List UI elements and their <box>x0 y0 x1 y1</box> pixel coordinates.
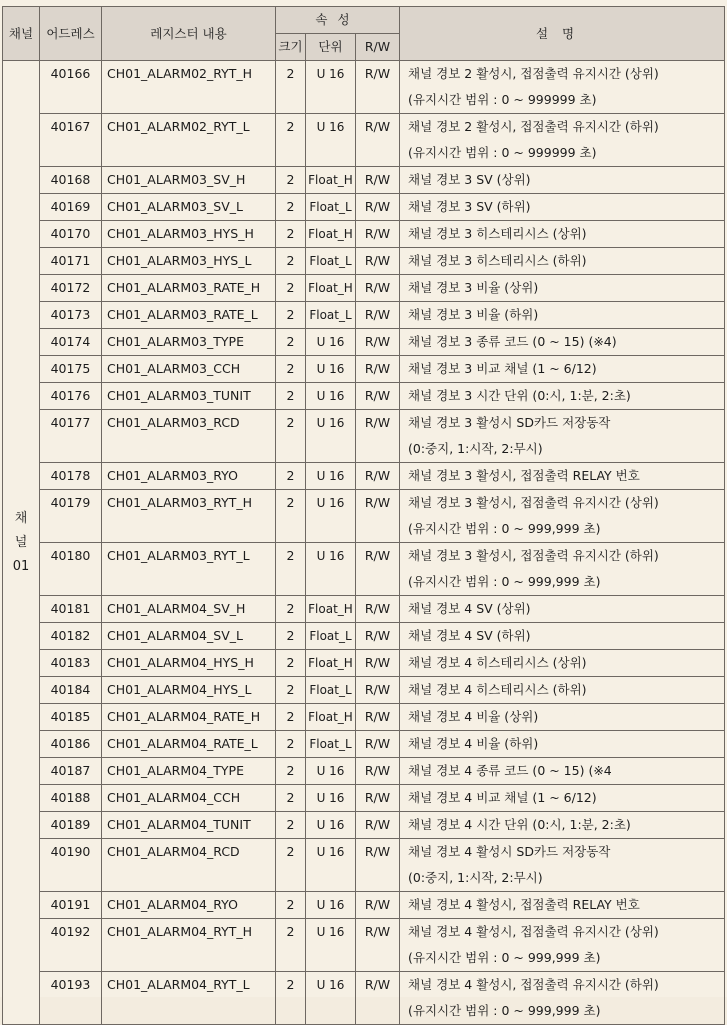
rw-cell: R/W <box>356 329 400 356</box>
size-cell: 2 <box>276 812 306 839</box>
size-cell: 2 <box>276 704 306 731</box>
address-cell: 40177 <box>40 410 102 463</box>
register-name-cell: CH01_ALARM03_TYPE <box>102 329 276 356</box>
description-line: 채널 경보 3 활성시, 접점출력 유지시간 (상위) <box>408 495 659 510</box>
rw-cell: R/W <box>356 194 400 221</box>
description-line: 채널 경보 4 활성시, 접점출력 유지시간 (상위) <box>408 924 659 939</box>
rw-cell: R/W <box>356 758 400 785</box>
rw-cell: R/W <box>356 839 400 892</box>
size-cell: 2 <box>276 731 306 758</box>
description-line: 채널 경보 3 활성시, 접점출력 RELAY 번호 <box>408 468 640 483</box>
table-row <box>3 623 725 650</box>
description-line: 채널 경보 4 비율 (상위) <box>408 709 539 724</box>
description-line: 채널 경보 4 히스테리시스 (상위) <box>408 655 587 670</box>
table-row <box>3 919 725 972</box>
address-cell: 40172 <box>40 275 102 302</box>
unit-cell: U 16 <box>306 839 356 892</box>
description-line: 채널 경보 2 활성시, 접점출력 유지시간 (상위) <box>408 66 659 81</box>
description-line: 채널 경보 4 히스테리시스 (하위) <box>408 682 587 697</box>
description-cell <box>400 596 725 623</box>
header-size: 크기 <box>276 34 306 61</box>
rw-cell: R/W <box>356 410 400 463</box>
unit-cell: U 16 <box>306 758 356 785</box>
unit-cell: U 16 <box>306 785 356 812</box>
table-row <box>3 167 725 194</box>
rw-cell: R/W <box>356 650 400 677</box>
register-name-cell: CH01_ALARM03_TUNIT <box>102 383 276 410</box>
register-name-cell: CH01_ALARM03_RYT_L <box>102 543 276 596</box>
unit-cell: Float_L <box>306 194 356 221</box>
size-cell: 2 <box>276 650 306 677</box>
register-name-cell: CH01_ALARM03_RATE_L <box>102 302 276 329</box>
rw-cell: R/W <box>356 543 400 596</box>
header-description-label: 설명 <box>535 25 589 41</box>
table-body <box>3 61 725 1025</box>
size-cell: 2 <box>276 623 306 650</box>
description-cell <box>400 785 725 812</box>
table-header <box>3 7 725 61</box>
unit-cell: Float_L <box>306 623 356 650</box>
address-cell: 40188 <box>40 785 102 812</box>
address-cell: 40168 <box>40 167 102 194</box>
size-cell: 2 <box>276 972 306 1025</box>
table-row <box>3 785 725 812</box>
address-cell: 40182 <box>40 623 102 650</box>
table-row <box>3 410 725 463</box>
register-name-cell: CH01_ALARM04_TUNIT <box>102 812 276 839</box>
description-cell <box>400 356 725 383</box>
size-cell: 2 <box>276 383 306 410</box>
header-unit: 단위 <box>306 34 356 61</box>
description-line: 채널 경보 3 비율 (하위) <box>408 307 539 322</box>
description-line: (유지시간 범위 : 0 ~ 999999 초) <box>408 145 597 160</box>
size-cell: 2 <box>276 596 306 623</box>
rw-cell: R/W <box>356 972 400 1025</box>
size-cell: 2 <box>276 248 306 275</box>
description-cell <box>400 463 725 490</box>
description-cell <box>400 329 725 356</box>
description-cell <box>400 704 725 731</box>
description-line: 채널 경보 3 히스테리시스 (하위) <box>408 253 587 268</box>
unit-cell: U 16 <box>306 383 356 410</box>
size-cell: 2 <box>276 919 306 972</box>
register-name-cell: CH01_ALARM03_RYT_H <box>102 490 276 543</box>
description-cell <box>400 167 725 194</box>
address-cell: 40180 <box>40 543 102 596</box>
register-name-cell: CH01_ALARM04_SV_H <box>102 596 276 623</box>
table-row <box>3 383 725 410</box>
table-row <box>3 892 725 919</box>
description-line: 채널 경보 3 활성시, 접점출력 유지시간 (하위) <box>408 548 659 563</box>
description-cell <box>400 114 725 167</box>
header-attributes <box>276 7 400 34</box>
header-description <box>400 7 725 61</box>
table-row <box>3 329 725 356</box>
description-cell <box>400 758 725 785</box>
register-table <box>2 6 725 1025</box>
register-name-cell: CH01_ALARM04_RYT_L <box>102 972 276 1025</box>
description-cell <box>400 919 725 972</box>
rw-cell: R/W <box>356 812 400 839</box>
description-line: 채널 경보 3 종류 코드 (0 ~ 15) (※4) <box>408 334 617 349</box>
unit-cell: Float_H <box>306 167 356 194</box>
rw-cell: R/W <box>356 275 400 302</box>
register-name-cell: CH01_ALARM04_HYS_L <box>102 677 276 704</box>
description-cell <box>400 410 725 463</box>
header-register-content: 레지스터 내용 <box>102 7 276 61</box>
address-cell: 40179 <box>40 490 102 543</box>
size-cell: 2 <box>276 410 306 463</box>
address-cell: 40189 <box>40 812 102 839</box>
description-line: 채널 경보 3 SV (상위) <box>408 172 531 187</box>
rw-cell: R/W <box>356 704 400 731</box>
rw-cell: R/W <box>356 356 400 383</box>
address-cell: 40171 <box>40 248 102 275</box>
table-row <box>3 275 725 302</box>
header-channel: 채널 <box>3 7 40 61</box>
unit-cell: Float_H <box>306 221 356 248</box>
unit-cell: U 16 <box>306 463 356 490</box>
description-cell <box>400 490 725 543</box>
unit-cell: U 16 <box>306 329 356 356</box>
unit-cell: U 16 <box>306 892 356 919</box>
address-cell: 40170 <box>40 221 102 248</box>
table-row <box>3 704 725 731</box>
table-row <box>3 490 725 543</box>
table-row <box>3 61 725 114</box>
register-name-cell: CH01_ALARM03_RATE_H <box>102 275 276 302</box>
unit-cell: Float_L <box>306 731 356 758</box>
description-line: 채널 경보 3 비율 (상위) <box>408 280 539 295</box>
description-cell <box>400 650 725 677</box>
register-name-cell: CH01_ALARM04_RYT_H <box>102 919 276 972</box>
description-line: (유지시간 범위 : 0 ~ 999,999 초) <box>408 1003 601 1018</box>
table-row <box>3 596 725 623</box>
unit-cell: U 16 <box>306 919 356 972</box>
description-line: 채널 경보 3 SV (하위) <box>408 199 531 214</box>
unit-cell: Float_H <box>306 275 356 302</box>
description-cell <box>400 383 725 410</box>
header-attributes-label: 속성 <box>315 12 360 27</box>
rw-cell: R/W <box>356 892 400 919</box>
unit-cell: U 16 <box>306 490 356 543</box>
description-line: 채널 경보 4 비율 (하위) <box>408 736 539 751</box>
description-line: 채널 경보 4 SV (하위) <box>408 628 531 643</box>
table-row <box>3 650 725 677</box>
size-cell: 2 <box>276 490 306 543</box>
description-cell <box>400 275 725 302</box>
register-name-cell: CH01_ALARM03_HYS_H <box>102 221 276 248</box>
table-row <box>3 356 725 383</box>
table-row <box>3 758 725 785</box>
register-name-cell: CH01_ALARM04_RATE_L <box>102 731 276 758</box>
register-name-cell: CH01_ALARM03_HYS_L <box>102 248 276 275</box>
register-name-cell: CH01_ALARM03_RYO <box>102 463 276 490</box>
unit-cell: U 16 <box>306 114 356 167</box>
register-name-cell: CH01_ALARM04_HYS_H <box>102 650 276 677</box>
description-line: 채널 경보 2 활성시, 접점출력 유지시간 (하위) <box>408 119 659 134</box>
unit-cell: U 16 <box>306 812 356 839</box>
header-address: 어드레스 <box>40 7 102 61</box>
unit-cell: U 16 <box>306 543 356 596</box>
size-cell: 2 <box>276 543 306 596</box>
unit-cell: Float_L <box>306 677 356 704</box>
size-cell: 2 <box>276 302 306 329</box>
rw-cell: R/W <box>356 785 400 812</box>
channel-label-part: 널 <box>14 534 28 550</box>
rw-cell: R/W <box>356 677 400 704</box>
rw-cell: R/W <box>356 490 400 543</box>
register-name-cell: CH01_ALARM04_RYO <box>102 892 276 919</box>
table-row <box>3 677 725 704</box>
address-cell: 40174 <box>40 329 102 356</box>
register-name-cell: CH01_ALARM03_RCD <box>102 410 276 463</box>
table-row <box>3 972 725 1025</box>
description-line: 채널 경보 4 종류 코드 (0 ~ 15) (※4 <box>408 763 612 778</box>
size-cell: 2 <box>276 892 306 919</box>
size-cell: 2 <box>276 61 306 114</box>
description-line: 채널 경보 4 비교 채널 (1 ~ 6/12) <box>408 790 597 805</box>
register-name-cell: CH01_ALARM04_RATE_H <box>102 704 276 731</box>
description-line: (유지시간 범위 : 0 ~ 999,999 초) <box>408 574 601 589</box>
description-cell <box>400 194 725 221</box>
unit-cell: Float_H <box>306 650 356 677</box>
unit-cell: Float_H <box>306 704 356 731</box>
address-cell: 40166 <box>40 61 102 114</box>
description-line: 채널 경보 3 비교 채널 (1 ~ 6/12) <box>408 361 597 376</box>
description-cell <box>400 812 725 839</box>
rw-cell: R/W <box>356 302 400 329</box>
size-cell: 2 <box>276 785 306 812</box>
description-line: 채널 경보 4 활성시, 접점출력 RELAY 번호 <box>408 897 640 912</box>
unit-cell: U 16 <box>306 410 356 463</box>
table-row <box>3 114 725 167</box>
description-line: 채널 경보 3 히스테리시스 (상위) <box>408 226 587 241</box>
table-row <box>3 221 725 248</box>
channel-cell <box>3 61 40 1025</box>
rw-cell: R/W <box>356 919 400 972</box>
register-name-cell: CH01_ALARM03_SV_L <box>102 194 276 221</box>
address-cell: 40169 <box>40 194 102 221</box>
channel-label-part: 채 <box>14 510 28 526</box>
address-cell: 40176 <box>40 383 102 410</box>
table-row <box>3 812 725 839</box>
address-cell: 40184 <box>40 677 102 704</box>
register-name-cell: CH01_ALARM03_SV_H <box>102 167 276 194</box>
description-line: 채널 경보 3 시간 단위 (0:시, 1:분, 2:초) <box>408 388 631 403</box>
register-name-cell: CH01_ALARM02_RYT_L <box>102 114 276 167</box>
register-name-cell: CH01_ALARM03_CCH <box>102 356 276 383</box>
table-row <box>3 463 725 490</box>
register-name-cell: CH01_ALARM04_CCH <box>102 785 276 812</box>
rw-cell: R/W <box>356 596 400 623</box>
rw-cell: R/W <box>356 114 400 167</box>
description-line: 채널 경보 4 활성시, 접점출력 유지시간 (하위) <box>408 977 659 992</box>
size-cell: 2 <box>276 356 306 383</box>
size-cell: 2 <box>276 463 306 490</box>
table-row <box>3 248 725 275</box>
description-cell <box>400 61 725 114</box>
unit-cell: U 16 <box>306 356 356 383</box>
register-name-cell: CH01_ALARM04_TYPE <box>102 758 276 785</box>
rw-cell: R/W <box>356 61 400 114</box>
unit-cell: Float_L <box>306 248 356 275</box>
address-cell: 40190 <box>40 839 102 892</box>
address-cell: 40192 <box>40 919 102 972</box>
table-row <box>3 839 725 892</box>
register-name-cell: CH01_ALARM04_SV_L <box>102 623 276 650</box>
channel-label-part: 01 <box>12 558 30 574</box>
address-cell: 40191 <box>40 892 102 919</box>
table-row <box>3 194 725 221</box>
description-cell <box>400 972 725 1025</box>
description-cell <box>400 731 725 758</box>
address-cell: 40178 <box>40 463 102 490</box>
description-line: (유지시간 범위 : 0 ~ 999999 초) <box>408 92 597 107</box>
size-cell: 2 <box>276 758 306 785</box>
address-cell: 40173 <box>40 302 102 329</box>
description-line: 채널 경보 4 SV (상위) <box>408 601 531 616</box>
unit-cell: U 16 <box>306 972 356 1025</box>
description-line: 채널 경보 4 활성시 SD카드 저장동작 <box>408 844 611 859</box>
description-cell <box>400 543 725 596</box>
address-cell: 40181 <box>40 596 102 623</box>
table-row <box>3 731 725 758</box>
table-row <box>3 302 725 329</box>
register-name-cell: CH01_ALARM04_RCD <box>102 839 276 892</box>
address-cell: 40183 <box>40 650 102 677</box>
rw-cell: R/W <box>356 221 400 248</box>
address-cell: 40175 <box>40 356 102 383</box>
unit-cell: U 16 <box>306 61 356 114</box>
description-cell <box>400 892 725 919</box>
size-cell: 2 <box>276 275 306 302</box>
description-line: 채널 경보 4 시간 단위 (0:시, 1:분, 2:초) <box>408 817 631 832</box>
size-cell: 2 <box>276 677 306 704</box>
description-line: (유지시간 범위 : 0 ~ 999,999 초) <box>408 950 601 965</box>
description-line: 채널 경보 3 활성시 SD카드 저장동작 <box>408 415 611 430</box>
size-cell: 2 <box>276 194 306 221</box>
rw-cell: R/W <box>356 248 400 275</box>
unit-cell: Float_L <box>306 302 356 329</box>
size-cell: 2 <box>276 114 306 167</box>
rw-cell: R/W <box>356 167 400 194</box>
address-cell: 40167 <box>40 114 102 167</box>
description-cell <box>400 677 725 704</box>
header-rw: R/W <box>356 34 400 61</box>
description-cell <box>400 302 725 329</box>
address-cell: 40193 <box>40 972 102 1025</box>
address-cell: 40185 <box>40 704 102 731</box>
rw-cell: R/W <box>356 383 400 410</box>
size-cell: 2 <box>276 839 306 892</box>
size-cell: 2 <box>276 167 306 194</box>
rw-cell: R/W <box>356 463 400 490</box>
address-cell: 40186 <box>40 731 102 758</box>
size-cell: 2 <box>276 221 306 248</box>
unit-cell: Float_H <box>306 596 356 623</box>
register-name-cell: CH01_ALARM02_RYT_H <box>102 61 276 114</box>
description-cell <box>400 623 725 650</box>
address-cell: 40187 <box>40 758 102 785</box>
description-cell <box>400 248 725 275</box>
size-cell: 2 <box>276 329 306 356</box>
description-cell <box>400 221 725 248</box>
description-line: (0:중지, 1:시작, 2:무시) <box>408 870 543 885</box>
table-row <box>3 543 725 596</box>
rw-cell: R/W <box>356 623 400 650</box>
description-line: (유지시간 범위 : 0 ~ 999,999 초) <box>408 521 601 536</box>
description-line: (0:중지, 1:시작, 2:무시) <box>408 441 543 456</box>
description-cell <box>400 839 725 892</box>
rw-cell: R/W <box>356 731 400 758</box>
